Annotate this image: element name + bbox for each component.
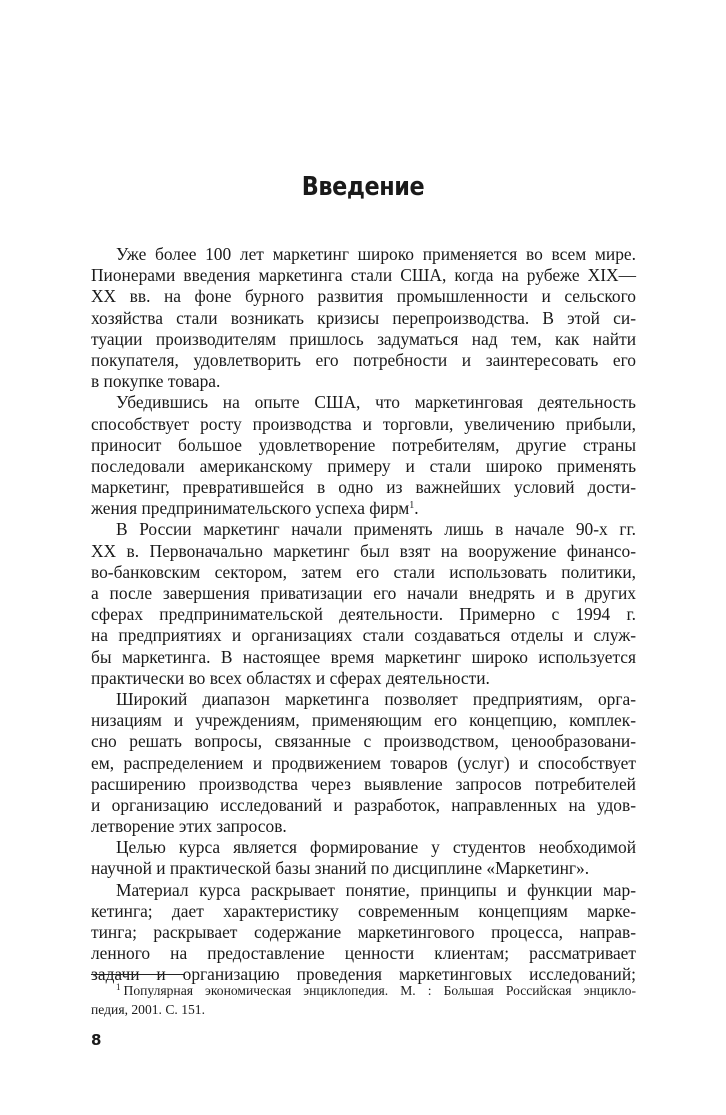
text-line: ем, распределением и продвижением товаров (услуг) и способствует (91, 752, 636, 773)
text-line: последовали американскому примеру и стали широко применять (91, 455, 636, 476)
text-line: Пионерами введения маркетинга стали США, когда на рубеже XIX— (91, 265, 636, 286)
text-line: Целью курса является формирование у студентов необходимой (116, 837, 636, 858)
text-line: XX вв. на фоне бурного развития промышленности и сельского (91, 286, 636, 307)
footnote-text: Популярная экономическая энциклопедия. М. : Большая Российская энцикло- (123, 983, 636, 998)
page-number: 8 (91, 1031, 102, 1049)
page-title: Введение (301, 172, 425, 202)
footnote-divider (91, 974, 185, 975)
main-text (91, 244, 636, 986)
text-line: Широкий диапазон маркетинга позволяет предприятиям, орга- (116, 688, 636, 709)
text-line: Убедившись на опыте США, что маркетинговая деятельность (116, 392, 636, 413)
text-line: способствует росту производства и торговли, увеличению прибыли, (91, 413, 636, 434)
text-line: бы маркетинга. В настоящее время маркетинг широко используется (91, 646, 636, 667)
text-line: на предприятиях и организациях стали создаваться отделы и служ- (91, 625, 636, 646)
footnote-mark: 1 (116, 982, 121, 992)
text-line: задачи и организацию проведения маркетинговых исследований; (91, 964, 636, 985)
text-line: летворение этих запросов. (91, 816, 287, 837)
text-line: хозяйства стали возникать кризисы перепроизводства. В этой си- (91, 307, 636, 328)
text-line: и организацию исследований и разработок, направленных на удов- (91, 794, 636, 815)
text-line: кетинга; дает характеристику современным концепциям марке- (91, 900, 636, 921)
text-line: научной и практической базы знаний по дисциплине «Маркетинг». (91, 858, 590, 879)
text-line: XX в. Первоначально маркетинг был взят на вооружение финансо- (91, 540, 636, 561)
text-line: в покупке товара. (91, 371, 221, 392)
text-line: практически во всех областях и сферах деятельности. (91, 667, 490, 688)
footnote-line (91, 981, 636, 1000)
text-line: туации производителям пришлось задуматься над тем, как найти (91, 328, 636, 349)
text-line: а после завершения приватизации его начали внедрять и в других (91, 583, 636, 603)
text-line: В России маркетинг начали применять лишь в начале 90-х гг. (116, 519, 636, 540)
footnote-reference[interactable]: 1 (409, 500, 415, 512)
text-line-with-footnote: жения предпринимательского успеха фирм$^1$. (91, 498, 419, 519)
text-line: сферах предпринимательской деятельности. Примерно с 1994 г. (91, 604, 636, 625)
text-line: Материал курса раскрывает понятие, принципы и функции мар- (116, 879, 636, 900)
text-line: ленного на предоставление ценности клиентам; рассматривает (91, 943, 636, 964)
text-line: приносит большое удовлетворение потребителям, другие страны (91, 434, 636, 455)
text-line: Уже более 100 лет маркетинг широко применяется во всем мире. (116, 244, 636, 264)
text-line: во-банковским сектором, затем его стали использовать политики, (91, 561, 636, 582)
text-line: расширению производства через выявление запросов потребителей (91, 773, 636, 794)
text-line: низациям и учреждениям, применяющим его концепцию, комплек- (91, 710, 636, 731)
text-line: покупателя, удовлетворить его потребности и заинтересовать его (91, 349, 636, 370)
text-line: тинга; раскрывает содержание маркетингового процесса, направ- (91, 922, 636, 942)
text-line: маркетинг, превратившейся в одно из важнейших условий дости- (91, 477, 636, 498)
text-line: сно решать вопросы, связанные с производством, ценообразовани- (91, 731, 636, 752)
text-segment: жения предпринимательского успеха фирм (91, 498, 410, 519)
footnote-line: педия, 2001. С. 151. (91, 1002, 206, 1017)
footnote (91, 981, 636, 1019)
